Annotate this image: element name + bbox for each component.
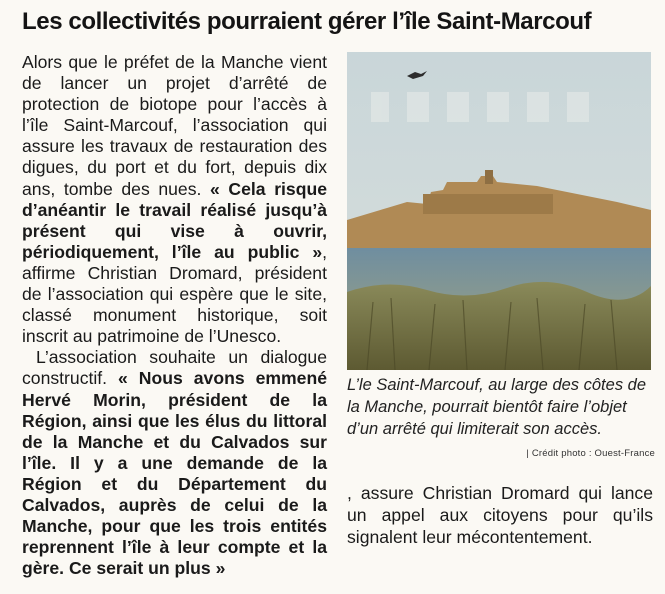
para1-text: Alors que le préfet de la Manche vient de lancer un projet d’arrêté de protection de biotope pour l’accès à l’île Saint-Marcouf, l’association qui assure les travaux de restauration des digues, du port et du fort, depuis dix ans, tombe des nues.: [22, 52, 327, 199]
article-body: [22, 52, 327, 579]
paragraph-2-continued: [347, 483, 653, 548]
para2-tail: , assure Christian Dromard qui lance un appel aux citoyens pour qu’ils signalent leur mécontentement.: [347, 483, 653, 547]
para2-text: L’association souhaite un dialogue constructif.: [22, 347, 327, 389]
island-photo-illustration: [347, 52, 651, 370]
photo-caption: L’le Saint-Marcouf, au large des côtes de la Manche, pourrait bientôt faire l’objet d’un arrêté qui limiterait son accès.: [347, 376, 647, 438]
paragraph-1: [22, 52, 327, 347]
paragraph-2: [22, 347, 327, 579]
para2-quote: « Nous avons emmené Hervé Morin, président de la Région, ainsi que les élus du littoral de la Manche et du Calvados sur l’île. Il y a une demande de la Région et du Département du Calvados, auprès de celui de la Manche, pour que les trois entités reprennent l’île à leur compte et la gère. Ce serait un plus »: [22, 368, 327, 579]
article-body-continued: [347, 483, 653, 548]
para1-tail: , affirme Christian Dromard, président de l’association qui espère que le site, classé monument historique, soit inscrit au patrimoine de l’Unesco.: [22, 241, 327, 347]
island-photo: [347, 52, 651, 370]
fort-tower: [485, 170, 493, 184]
fort-wall: [423, 194, 553, 214]
photo-credit: | Crédit photo : Ouest-France: [526, 448, 655, 459]
headline: Les collectivités pourraient gérer l’île Saint-Marcouf: [22, 8, 592, 35]
para1-quote: « Cela risque d’anéantir le travail réalisé jusqu’à présent qui vise à ouvrir, périodiquement, l’île au public »: [22, 178, 327, 262]
